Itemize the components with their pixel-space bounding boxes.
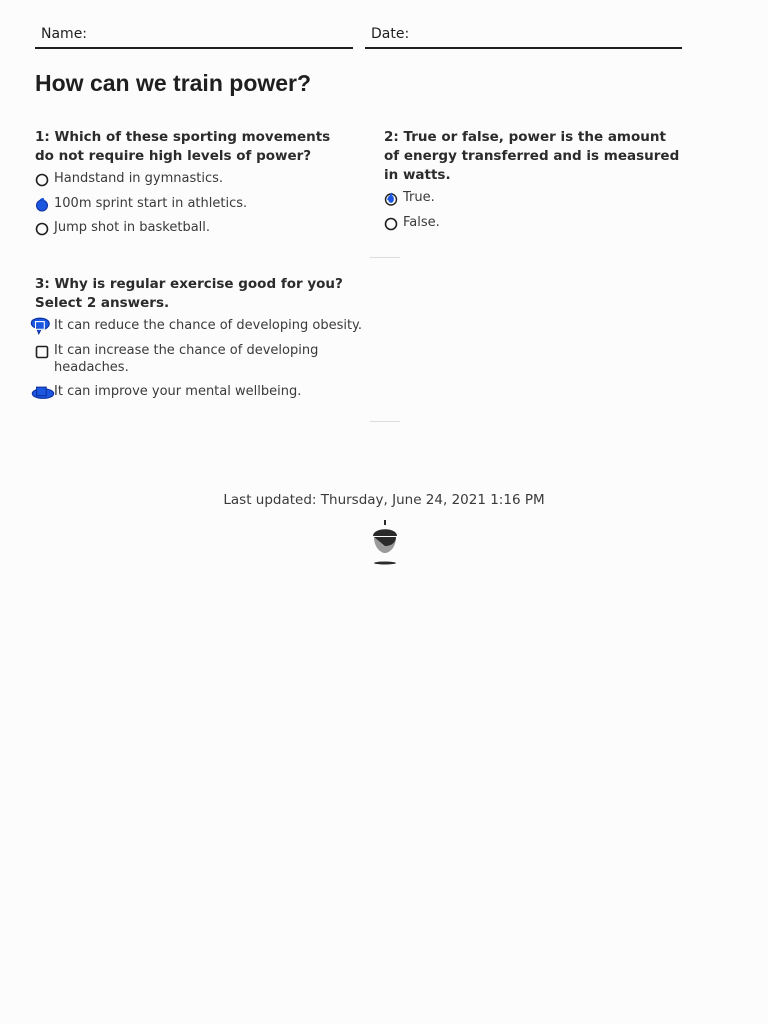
question-prompt: Which of these sporting movements do not require high levels of power? [35,129,331,164]
option-label: False. [403,214,440,230]
date-label: Date: [371,26,410,42]
option-reduce-obesity[interactable] [35,317,365,334]
option-handstand[interactable] [35,170,335,187]
question-3-text [35,275,365,313]
question-number: 2: [384,129,399,145]
blue-pen-mark-icon[interactable] [30,317,52,335]
question-2 [384,128,684,238]
option-jump-shot[interactable] [35,219,335,236]
option-label: Jump shot in basketball. [54,220,211,235]
option-sprint-start[interactable] [35,195,335,212]
name-field[interactable] [35,26,353,49]
question-prompt: True or false, power is the amount of energy transferred and is measured in watts. [384,129,680,183]
option-increase-headaches[interactable] [35,342,365,376]
question-number: 1: [35,129,50,145]
option-label: 100m sprint start in athletics. [54,195,248,211]
acorn-logo-icon [370,518,400,566]
question-3 [35,275,365,408]
option-label: It can reduce the chance of developing obesity. [54,318,363,333]
option-true[interactable] [384,189,684,206]
blue-pen-mark-icon[interactable] [384,192,398,206]
option-label: It can improve your mental wellbeing. [54,384,302,399]
radio-circle-icon[interactable] [35,173,49,187]
question-1-text [35,128,335,166]
name-label: Name: [41,26,88,42]
divider [370,421,400,422]
blue-pen-mark-icon[interactable] [31,385,55,400]
divider [370,257,400,258]
option-label: It can increase the chance of developing headaches. [54,342,319,375]
question-number: 3: [35,276,50,292]
last-updated-text: Last updated: Thursday, June 24, 2021 1:16 PM [223,492,545,508]
radio-circle-icon[interactable] [35,222,49,236]
question-prompt: Why is regular exercise good for you? Select 2 answers. [35,276,343,311]
worksheet-title: How can we train power? [35,70,312,96]
blue-pen-mark-icon[interactable] [35,198,49,212]
option-label: True. [403,190,435,205]
question-1 [35,128,335,244]
checkbox-square-icon[interactable] [35,345,49,359]
radio-circle-icon[interactable] [384,217,398,231]
question-2-text [384,128,684,185]
date-field[interactable] [365,26,682,49]
option-mental-wellbeing[interactable] [35,383,365,400]
option-false[interactable] [384,214,684,231]
option-label: Handstand in gymnastics. [54,171,224,186]
